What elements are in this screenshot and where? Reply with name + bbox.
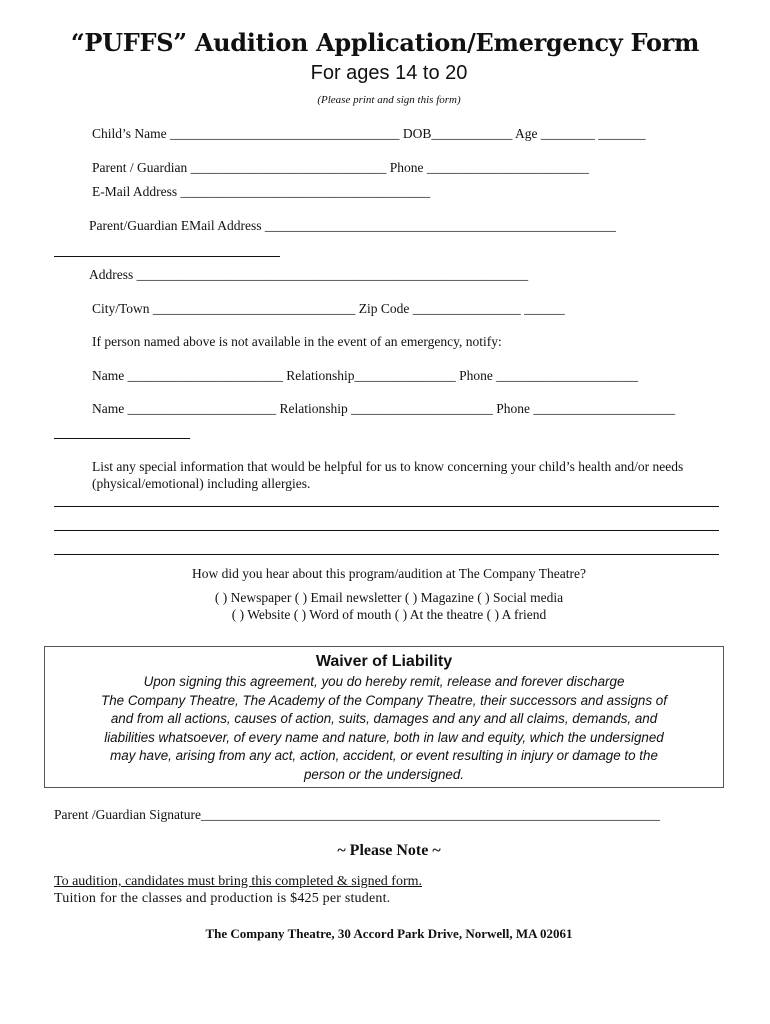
parent-email-field[interactable]: Parent/Guardian EMail Address ____________________________________________________ — [89, 218, 616, 233]
parent-email-continuation-line[interactable] — [54, 256, 280, 257]
child-name-dob-age-field[interactable]: Child’s Name __________________________________ DOB____________ Age ________ _______ — [92, 126, 646, 141]
audition-requirement: To audition, candidates must bring this completed & signed form. — [54, 874, 423, 889]
emergency-contact-2-field[interactable]: Name ______________________ Relationship _____________________ Phone _____________________ — [92, 401, 676, 416]
special-info-line-2[interactable] — [54, 530, 719, 531]
waiver-line: The Company Theatre, The Academy of the Company Theatre, their successors and assigns of — [101, 692, 667, 708]
special-info-prompt-line-2: (physical/emotional) including allergies. — [92, 476, 311, 491]
theatre-address-footer: The Company Theatre, 30 Accord Park Drive, Norwell, MA 02061 — [205, 926, 573, 941]
emergency-prompt: If person named above is not available in the event of an emergency, notify: — [92, 334, 502, 349]
city-zip-field[interactable]: City/Town ______________________________ Zip Code ________________ ______ — [92, 301, 565, 316]
tuition-note: Tuition for the classes and production is $425 per student. — [54, 891, 391, 906]
waiver-text — [53, 673, 715, 784]
contact-continuation-line[interactable] — [54, 438, 190, 439]
parent-guardian-phone-field[interactable]: Parent / Guardian _____________________________ Phone ________________________ — [92, 160, 589, 175]
hear-about-options-row-2[interactable]: ( ) Website ( ) Word of mouth ( ) At the theatre ( ) A friend — [231, 607, 547, 622]
waiver-line: person or the undersigned. — [303, 766, 465, 782]
print-sign-note: (Please print and sign this form) — [317, 94, 461, 106]
waiver-line: and from all actions, causes of action, suits, damages and any and all claims, demands, and — [110, 711, 658, 726]
please-note-heading: ~ Please Note ~ — [337, 842, 441, 859]
address-field[interactable]: Address __________________________________________________________ — [89, 267, 529, 282]
waiver-line: may have, arising from any act, action, accident, or event resulting in injury or damage to the — [110, 748, 658, 763]
hear-about-question: How did you hear about this program/audition at The Company Theatre? — [192, 566, 586, 581]
age-range-subtitle: For ages 14 to 20 — [310, 62, 468, 84]
hear-about-options-row-1[interactable]: ( ) Newspaper ( ) Email newsletter ( ) Magazine ( ) Social media — [214, 590, 564, 605]
waiver-title: Waiver of Liability — [315, 653, 453, 670]
special-info-prompt-line-1: List any special information that would be helpful for us to know concerning your child’s health and/or needs — [92, 459, 684, 474]
special-info-line-3[interactable] — [54, 554, 719, 555]
form-title: “PUFFS” Audition Application/Emergency Form — [70, 28, 700, 57]
waiver-box — [44, 646, 724, 788]
emergency-contact-1-field[interactable]: Name _______________________ Relationship_______________ Phone _____________________ — [92, 368, 638, 383]
guardian-signature-field[interactable]: Parent /Guardian Signature____________________________________________________________________ — [54, 807, 660, 822]
special-info-line-1[interactable] — [54, 506, 719, 507]
waiver-line: liabilities whatsoever, of every name and nature, both in law and equity, which the undersigned — [104, 729, 664, 745]
waiver-line: Upon signing this agreement, you do hereby remit, release and forever discharge — [143, 674, 625, 689]
email-field[interactable]: E-Mail Address _____________________________________ — [92, 184, 431, 199]
